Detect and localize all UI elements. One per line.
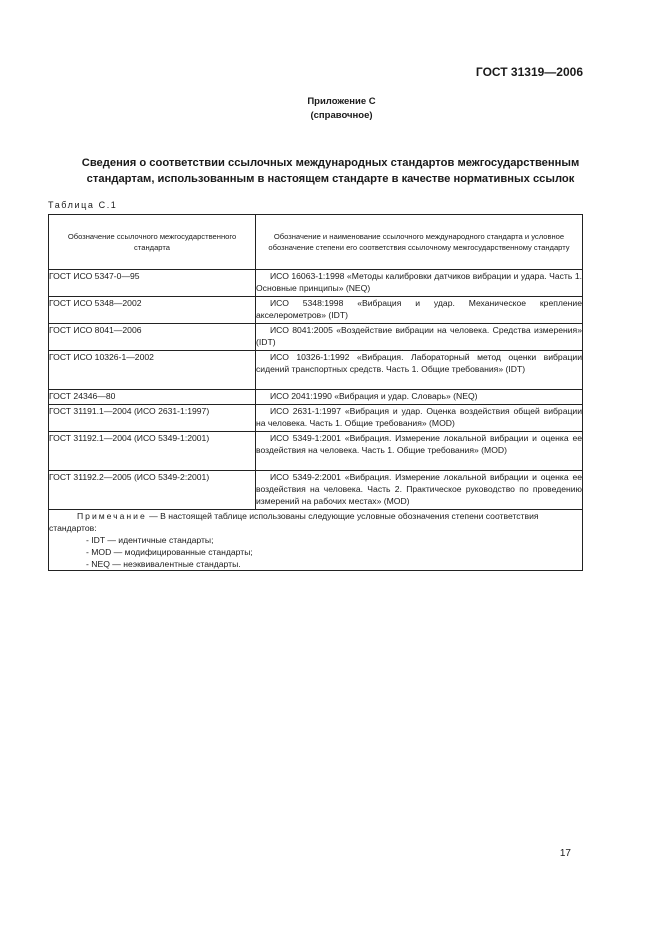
gost-cell: ГОСТ ИСО 10326-1—2002 — [49, 351, 256, 390]
iso-cell-text: ИСО 2631-1:1997 «Вибрация и удар. Оценка воздействия общей вибрации на человека. Часть 1. Общие требования» (MOD) — [256, 406, 582, 428]
gost-cell: ГОСТ ИСО 5348—2002 — [49, 297, 256, 324]
table-label: Таблица С.1 — [48, 200, 118, 210]
page-number: 17 — [559, 848, 571, 859]
iso-cell-text: ИСО 2041:1990 «Вибрация и удар. Словарь» (NEQ) — [270, 391, 478, 401]
table-header-row — [49, 215, 583, 270]
appendix-heading — [0, 95, 661, 123]
iso-cell-text: ИСО 5349-1:2001 «Вибрация. Измерение локальной вибрации и оценка ее воздействия на человека. Часть 1. Общие требования» (MOD) — [256, 433, 582, 455]
gost-cell: ГОСТ 31192.1—2004 (ИСО 5349-1:2001) — [49, 432, 256, 471]
iso-cell-text: ИСО 8041:2005 «Воздействие вибрации на человека. Средства измерения» (IDT) — [256, 325, 582, 347]
table-row — [49, 324, 583, 351]
table-row — [49, 297, 583, 324]
gost-cell: ГОСТ 31191.1—2004 (ИСО 2631-1:1997) — [49, 405, 256, 432]
iso-cell — [256, 324, 583, 351]
iso-cell-text: ИСО 10326-1:1992 «Вибрация. Лабораторный метод оценки вибрации сидений транспортных средств. Часть 1. Общие требования» (IDT) — [256, 352, 582, 374]
note-item-idt: - IDT — идентичные стандарты; — [86, 535, 214, 545]
table-row — [49, 405, 583, 432]
iso-cell — [256, 351, 583, 390]
note-intro — [49, 510, 582, 534]
table-row — [49, 351, 583, 390]
gost-cell: ГОСТ 24346—80 — [49, 390, 256, 405]
note-item-neq: - NEQ — неэквивалентные стандарты. — [86, 559, 241, 569]
table-row — [49, 471, 583, 510]
note-label: Примечание — [77, 511, 147, 521]
appendix-title: Приложение С — [307, 96, 376, 107]
table-note — [49, 510, 583, 571]
document-code: ГОСТ 31319—2006 — [475, 65, 583, 79]
table-row — [49, 270, 583, 297]
column-header-iso: Обозначение и наименование ссылочного международного стандарта и условное обозначение степени его соответствия ссылочному межгосударственному стандарту — [256, 215, 583, 270]
gost-cell: ГОСТ ИСО 8041—2006 — [49, 324, 256, 351]
column-header-gost: Обозначение ссылочного межгосударственного стандарта — [49, 215, 256, 270]
iso-cell — [256, 471, 583, 510]
appendix-subtitle: (справочное) — [310, 110, 373, 121]
iso-cell-text: ИСО 5348:1998 «Вибрация и удар. Механическое крепление акселерометров» (IDT) — [256, 298, 582, 320]
iso-cell — [256, 390, 583, 405]
table-row — [49, 390, 583, 405]
gost-cell: ГОСТ 31192.2—2005 (ИСО 5349-2:2001) — [49, 471, 256, 510]
iso-cell — [256, 270, 583, 297]
table-row — [49, 432, 583, 471]
iso-cell — [256, 432, 583, 471]
iso-cell-text: ИСО 5349-2:2001 «Вибрация. Измерение локальной вибрации и оценка ее воздействия на человека. Часть 2. Практическое руководство по проведению измерений на рабочих местах» (MOD) — [256, 472, 582, 506]
gost-cell: ГОСТ ИСО 5347-0—95 — [49, 270, 256, 297]
note-item-mod: - MOD — модифицированные стандарты; — [86, 547, 253, 557]
note-text: — В настоящей таблице использованы следующие условные обозначения степени соответствия стандартов: — [49, 511, 539, 533]
correspondence-table — [48, 214, 583, 571]
iso-cell — [256, 405, 583, 432]
iso-cell-text: ИСО 16063-1:1998 «Методы калибровки датчиков вибрации и удара. Часть 1. Основные принципы» (NEQ) — [256, 271, 582, 293]
table-note-row — [49, 510, 583, 571]
section-title: Сведения о соответствии ссылочных международных стандартов межгосударственным стандартам, использованным в настоящем стандарте в качестве нормативных ссылок — [81, 157, 580, 185]
iso-cell — [256, 297, 583, 324]
